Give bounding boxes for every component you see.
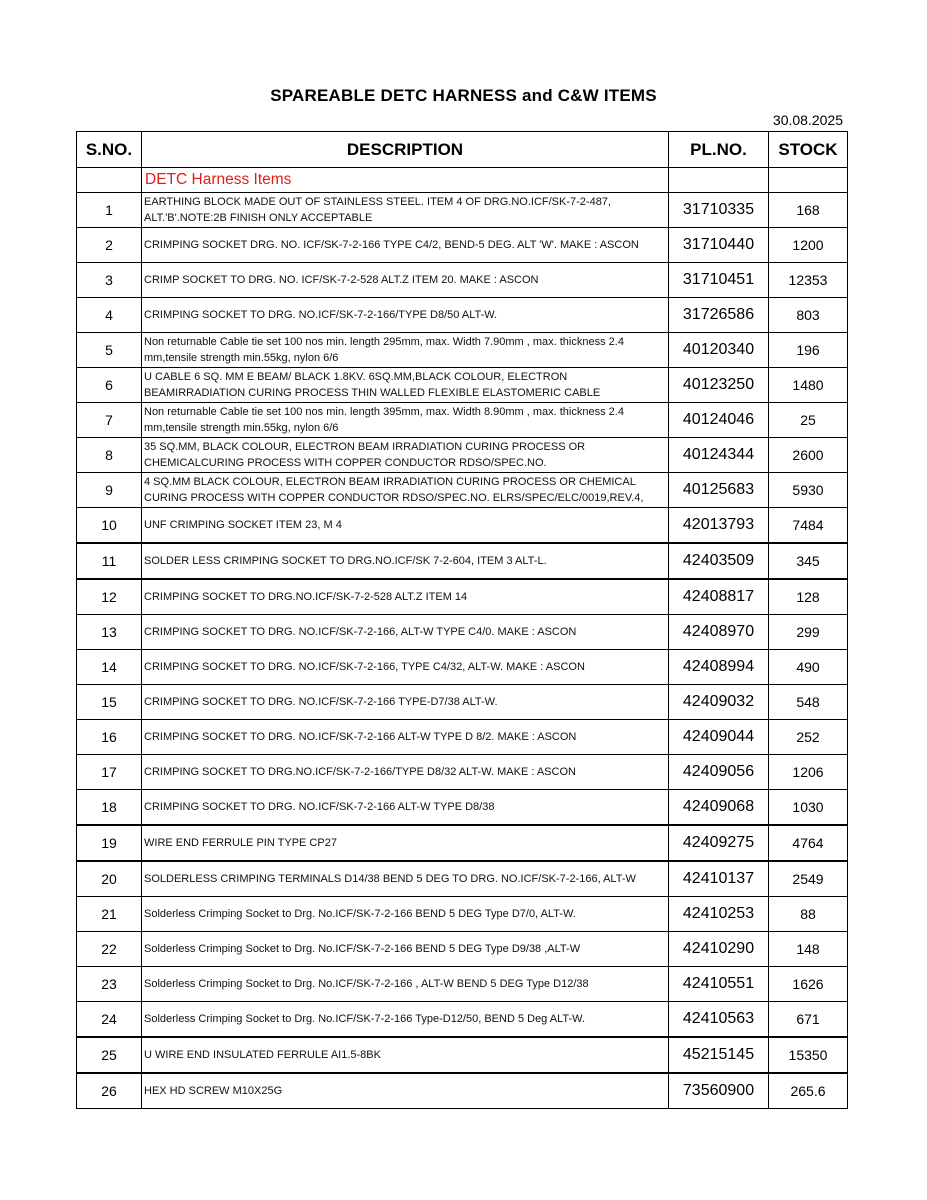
stock-cell: 299	[769, 615, 848, 650]
table-row	[77, 1002, 848, 1038]
description-cell: CRIMPING SOCKET TO DRG. NO.ICF/SK-7-2-166 ALT-W TYPE D 8/2. MAKE : ASCON	[142, 720, 669, 755]
items-table	[76, 131, 848, 1109]
pl-no-cell: 45215145	[669, 1037, 769, 1073]
pl-no-cell: 42410563	[669, 1002, 769, 1038]
sno-cell: 22	[77, 932, 142, 967]
description-cell: SOLDERLESS CRIMPING TERMINALS D14/38 BEND 5 DEG TO DRG. NO.ICF/SK-7-2-166, ALT-W	[142, 861, 669, 897]
stock-cell: 265.6	[769, 1073, 848, 1109]
table-row	[77, 228, 848, 263]
description-cell: Solderless Crimping Socket to Drg. No.ICF/SK-7-2-166 , ALT-W BEND 5 DEG Type D12/38	[142, 967, 669, 1002]
sno-cell: 4	[77, 298, 142, 333]
table-row	[77, 508, 848, 544]
header-stock: STOCK	[769, 132, 848, 168]
description-cell: CRIMPING SOCKET TO DRG. NO.ICF/SK-7-2-166 ALT-W TYPE D8/38	[142, 790, 669, 826]
pl-no-cell: 42410253	[669, 897, 769, 932]
description-cell: CRIMPING SOCKET TO DRG.NO.ICF/SK-7-2-528 ALT.Z ITEM 14	[142, 579, 669, 615]
stock-cell: 196	[769, 333, 848, 368]
pl-no-cell: 31726586	[669, 298, 769, 333]
description-cell: 35 SQ.MM, BLACK COLOUR, ELECTRON BEAM IRRADIATION CURING PROCESS OR CHEMICALCURING PROCESS WITH COPPER CONDUCTOR RDSO/SPEC.NO.	[142, 438, 669, 473]
stock-cell: 1030	[769, 790, 848, 826]
description-cell: CRIMPING SOCKET TO DRG. NO.ICF/SK-7-2-166/TYPE D8/50 ALT-W.	[142, 298, 669, 333]
pl-no-cell: 42410290	[669, 932, 769, 967]
description-cell: U WIRE END INSULATED FERRULE AI1.5-8BK	[142, 1037, 669, 1073]
header-description: DESCRIPTION	[142, 132, 669, 168]
table-row	[77, 720, 848, 755]
stock-cell: 548	[769, 685, 848, 720]
description-cell: CRIMPING SOCKET TO DRG. NO.ICF/SK-7-2-166 TYPE-D7/38 ALT-W.	[142, 685, 669, 720]
section-label: DETC Harness Items	[142, 168, 669, 193]
pl-no-cell: 40124344	[669, 438, 769, 473]
stock-cell: 803	[769, 298, 848, 333]
pl-no-cell: 42403509	[669, 543, 769, 579]
table-row	[77, 193, 848, 228]
table-row	[77, 897, 848, 932]
sno-cell: 3	[77, 263, 142, 298]
section-row	[77, 168, 848, 193]
sno-cell: 7	[77, 403, 142, 438]
pl-no-cell: 42408994	[669, 650, 769, 685]
pl-no-cell: 42409056	[669, 755, 769, 790]
description-cell: EARTHING BLOCK MADE OUT OF STAINLESS STEEL. ITEM 4 OF DRG.NO.ICF/SK-7-2-487, ALT.'B'.NOTE:2B FINISH ONLY ACCEPTABLE	[142, 193, 669, 228]
pl-no-cell: 73560900	[669, 1073, 769, 1109]
pl-no-cell: 31710440	[669, 228, 769, 263]
table-row	[77, 967, 848, 1002]
stock-cell: 88	[769, 897, 848, 932]
sno-cell: 25	[77, 1037, 142, 1073]
table-row	[77, 579, 848, 615]
sno-cell: 18	[77, 790, 142, 826]
sno-cell: 20	[77, 861, 142, 897]
pl-no-cell: 40123250	[669, 368, 769, 403]
table-row	[77, 1073, 848, 1109]
stock-cell: 168	[769, 193, 848, 228]
description-cell: CRIMPING SOCKET TO DRG. NO.ICF/SK-7-2-166, TYPE C4/32, ALT-W. MAKE : ASCON	[142, 650, 669, 685]
pl-no-cell: 42409032	[669, 685, 769, 720]
sno-cell: 12	[77, 579, 142, 615]
table-row	[77, 543, 848, 579]
stock-cell: 5930	[769, 473, 848, 508]
sno-cell: 1	[77, 193, 142, 228]
document-title: SPAREABLE DETC HARNESS and C&W ITEMS	[270, 86, 657, 105]
sno-cell: 8	[77, 438, 142, 473]
header-row	[77, 132, 848, 168]
pl-no-cell: 31710451	[669, 263, 769, 298]
table-row	[77, 685, 848, 720]
description-cell: HEX HD SCREW M10X25G	[142, 1073, 669, 1109]
description-cell: U CABLE 6 SQ. MM E BEAM/ BLACK 1.8KV. 6SQ.MM,BLACK COLOUR, ELECTRON BEAMIRRADIATION CURING PROCESS THIN WALLED FLEXIBLE ELASTOMERIC CABLE	[142, 368, 669, 403]
stock-cell: 2549	[769, 861, 848, 897]
pl-no-cell: 42410137	[669, 861, 769, 897]
table-row	[77, 1037, 848, 1073]
table-row	[77, 790, 848, 826]
stock-cell: 12353	[769, 263, 848, 298]
stock-cell: 1200	[769, 228, 848, 263]
sno-cell: 9	[77, 473, 142, 508]
stock-cell: 4764	[769, 825, 848, 861]
description-cell: CRIMPING SOCKET DRG. NO. ICF/SK-7-2-166 TYPE C4/2, BEND-5 DEG. ALT 'W'. MAKE : ASCON	[142, 228, 669, 263]
stock-cell: 1206	[769, 755, 848, 790]
description-cell: Non returnable Cable tie set 100 nos min. length 395mm, max. Width 8.90mm , max. thickness 2.4 mm,tensile strength min.55kg, nylon 6/6	[142, 403, 669, 438]
table-row	[77, 298, 848, 333]
stock-cell: 15350	[769, 1037, 848, 1073]
sno-cell: 10	[77, 508, 142, 544]
stock-cell: 671	[769, 1002, 848, 1038]
table-row	[77, 650, 848, 685]
sno-cell: 14	[77, 650, 142, 685]
sno-cell: 13	[77, 615, 142, 650]
description-cell: WIRE END FERRULE PIN TYPE CP27	[142, 825, 669, 861]
table-row	[77, 473, 848, 508]
sno-cell: 6	[77, 368, 142, 403]
description-cell: Solderless Crimping Socket to Drg. No.ICF/SK-7-2-166 BEND 5 DEG Type D9/38 ,ALT-W	[142, 932, 669, 967]
description-cell: SOLDER LESS CRIMPING SOCKET TO DRG.NO.ICF/SK 7-2-604, ITEM 3 ALT-L.	[142, 543, 669, 579]
description-cell: CRIMPING SOCKET TO DRG.NO.ICF/SK-7-2-166/TYPE D8/32 ALT-W. MAKE : ASCON	[142, 755, 669, 790]
pl-no-cell: 40120340	[669, 333, 769, 368]
description-cell: Non returnable Cable tie set 100 nos min. length 295mm, max. Width 7.90mm , max. thickness 2.4 mm,tensile strength min.55kg, nylon 6/6	[142, 333, 669, 368]
table-row	[77, 825, 848, 861]
sno-cell: 2	[77, 228, 142, 263]
description-cell: Solderless Crimping Socket to Drg. No.ICF/SK-7-2-166 BEND 5 DEG Type D7/0, ALT-W.	[142, 897, 669, 932]
section-pl-cell	[669, 168, 769, 193]
sno-cell: 23	[77, 967, 142, 1002]
pl-no-cell: 42409068	[669, 790, 769, 826]
pl-no-cell: 40124046	[669, 403, 769, 438]
table-row	[77, 368, 848, 403]
description-cell: CRIMP SOCKET TO DRG. NO. ICF/SK-7-2-528 ALT.Z ITEM 20. MAKE : ASCON	[142, 263, 669, 298]
section-stock-cell	[769, 168, 848, 193]
stock-cell: 1626	[769, 967, 848, 1002]
pl-no-cell: 40125683	[669, 473, 769, 508]
table-row	[77, 438, 848, 473]
pl-no-cell: 42013793	[669, 508, 769, 544]
sno-cell: 16	[77, 720, 142, 755]
sno-cell: 21	[77, 897, 142, 932]
sno-cell: 15	[77, 685, 142, 720]
section-sno-cell	[77, 168, 142, 193]
description-cell: UNF CRIMPING SOCKET ITEM 23, M 4	[142, 508, 669, 544]
pl-no-cell: 42408970	[669, 615, 769, 650]
sno-cell: 11	[77, 543, 142, 579]
description-cell: Solderless Crimping Socket to Drg. No.ICF/SK-7-2-166 Type-D12/50, BEND 5 Deg ALT-W.	[142, 1002, 669, 1038]
stock-cell: 345	[769, 543, 848, 579]
pl-no-cell: 42410551	[669, 967, 769, 1002]
stock-cell: 2600	[769, 438, 848, 473]
stock-cell: 148	[769, 932, 848, 967]
stock-cell: 252	[769, 720, 848, 755]
sno-cell: 5	[77, 333, 142, 368]
table-row	[77, 403, 848, 438]
pl-no-cell: 42409044	[669, 720, 769, 755]
table-row	[77, 263, 848, 298]
stock-cell: 1480	[769, 368, 848, 403]
table-row	[77, 615, 848, 650]
description-cell: 4 SQ.MM BLACK COLOUR, ELECTRON BEAM IRRADIATION CURING PROCESS OR CHEMICAL CURING PROCESS WITH COPPER CONDUCTOR RDSO/SPEC.NO. ELRS/SPEC/ELC/0019,REV.4,	[142, 473, 669, 508]
pl-no-cell: 31710335	[669, 193, 769, 228]
stock-cell: 7484	[769, 508, 848, 544]
stock-cell: 128	[769, 579, 848, 615]
pl-no-cell: 42408817	[669, 579, 769, 615]
table-row	[77, 861, 848, 897]
table-row	[77, 755, 848, 790]
header-pl-no: PL.NO.	[669, 132, 769, 168]
stock-cell: 490	[769, 650, 848, 685]
header-sno: S.NO.	[77, 132, 142, 168]
document-date: 30.08.2025	[772, 112, 843, 128]
sno-cell: 19	[77, 825, 142, 861]
sno-cell: 26	[77, 1073, 142, 1109]
sno-cell: 17	[77, 755, 142, 790]
sno-cell: 24	[77, 1002, 142, 1038]
table-row	[77, 333, 848, 368]
pl-no-cell: 42409275	[669, 825, 769, 861]
description-cell: CRIMPING SOCKET TO DRG. NO.ICF/SK-7-2-166, ALT-W TYPE C4/0. MAKE : ASCON	[142, 615, 669, 650]
stock-cell: 25	[769, 403, 848, 438]
table-row	[77, 932, 848, 967]
